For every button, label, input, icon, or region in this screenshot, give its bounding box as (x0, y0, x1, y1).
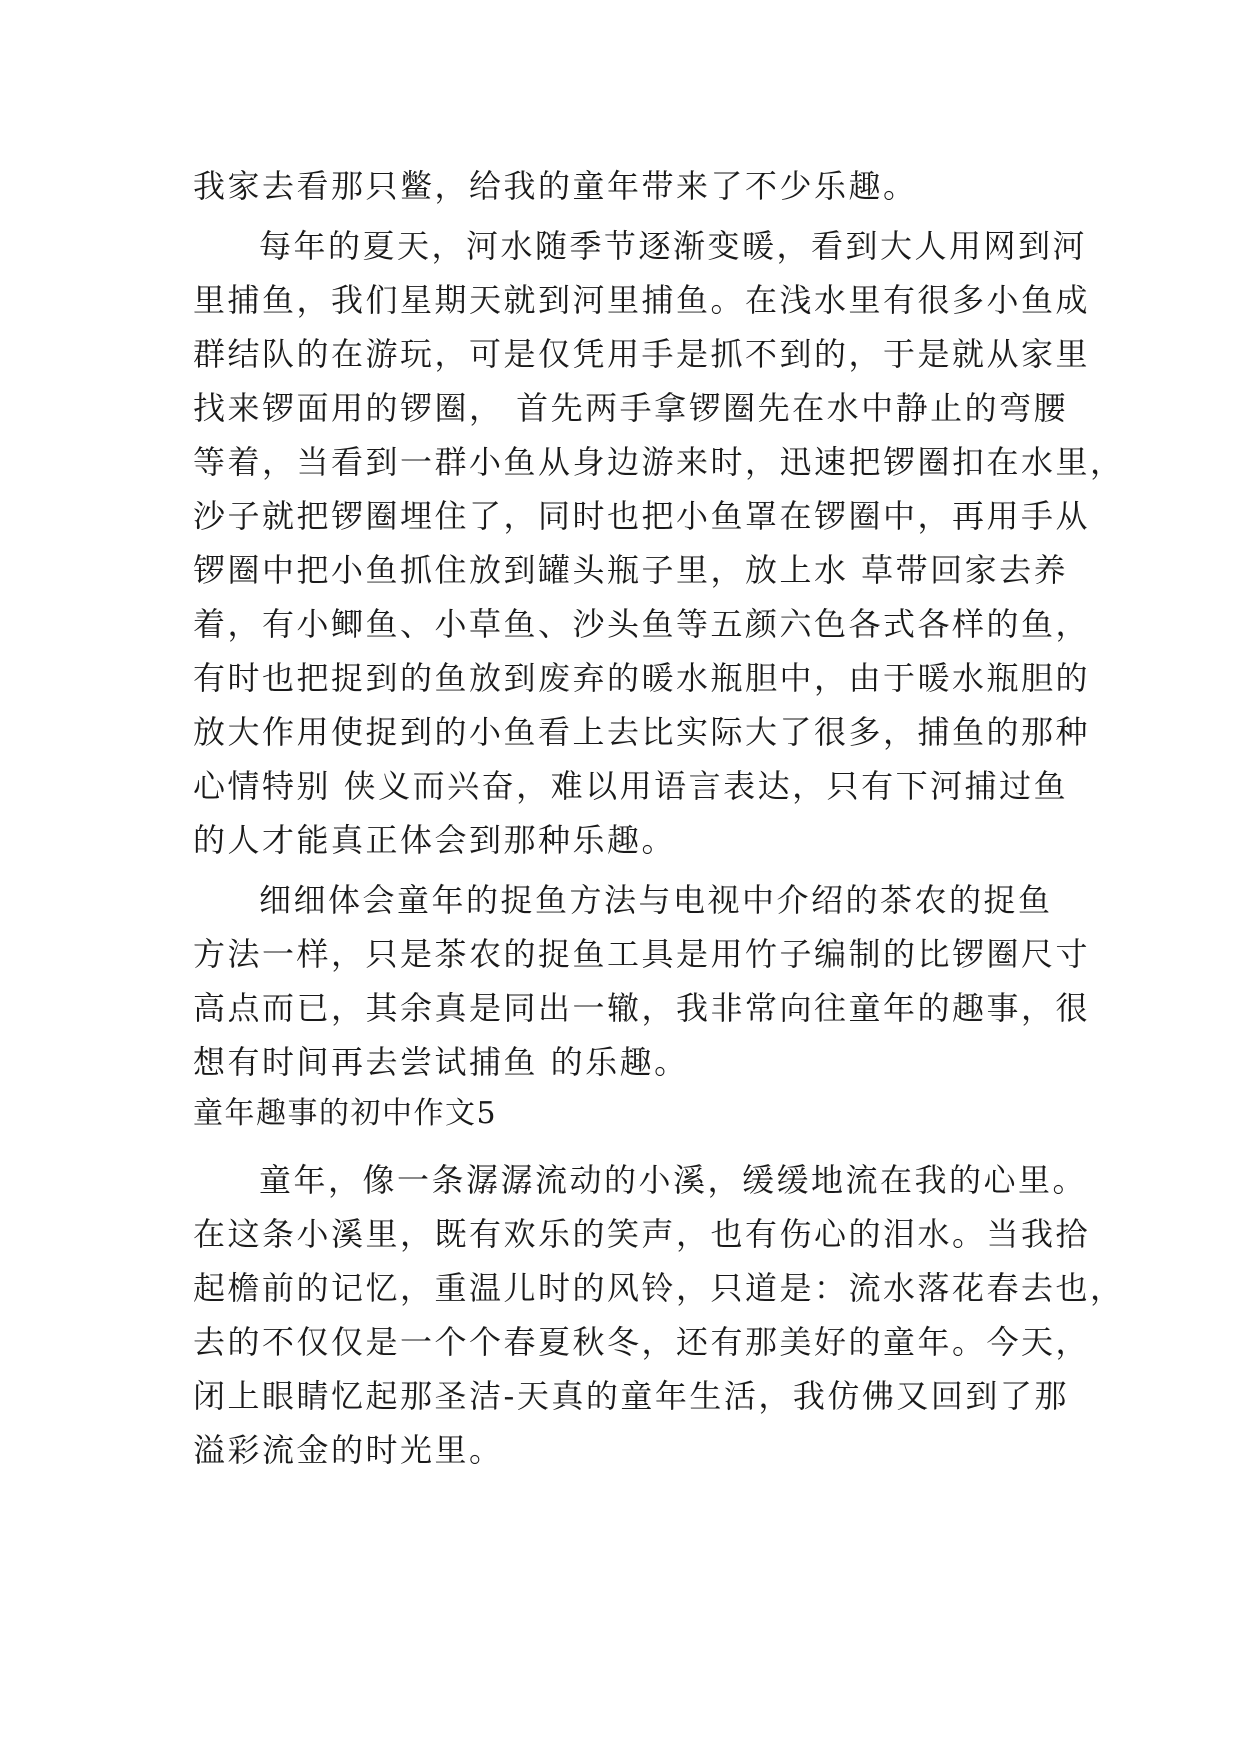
paragraph-line: 心情特别 侠义而兴奋，难以用语言表达，只有下河捕过鱼 (193, 767, 1069, 805)
paragraph-line: 放大作用使捉到的小鱼看上去比实际大了很多，捕鱼的那种 (193, 713, 1091, 751)
paragraph-line: 在这条小溪里，既有欢乐的笑声，也有伤心的泪水。当我拾 (193, 1215, 1091, 1253)
paragraph-line: 群结队的在游玩，可是仅凭用手是抓不到的，于是就从家里 (193, 335, 1091, 373)
paragraph-line: 想有时间再去尝试捕鱼 的乐趣。 (193, 1043, 689, 1081)
paragraph-line: 有时也把捉到的鱼放到废弃的暖水瓶胆中，由于暖水瓶胆的 (193, 659, 1091, 697)
paragraph-line: 等着，当看到一群小鱼从身边游来时，迅速把锣圈扣在水里， (193, 443, 1125, 481)
paragraph-line: 起檐前的记忆，重温儿时的风铃，只道是：流水落花春去也， (193, 1269, 1125, 1307)
paragraph-line: 沙子就把锣圈埋住了，同时也把小鱼罩在锣圈中，再用手从 (193, 497, 1091, 535)
section-heading: 童年趣事的初中作文5 (193, 1096, 498, 1131)
paragraph-line: 我家去看那只鳖，给我的童年带来了不少乐趣。 (193, 167, 918, 205)
paragraph-line: 高点而已，其余真是同出一辙，我非常向往童年的趣事，很 (193, 989, 1091, 1027)
paragraph-line: 锣圈中把小鱼抓住放到罐头瓶子里，放上水 草带回家去养 (193, 551, 1069, 589)
paragraph-line: 每年的夏天，河水随季节逐渐变暖，看到大人用网到河 (259, 227, 1088, 265)
paragraph-line: 童年，像一条潺潺流动的小溪，缓缓地流在我的心里。 (259, 1161, 1088, 1199)
paragraph-line: 溢彩流金的时光里。 (193, 1431, 504, 1469)
paragraph-line: 细细体会童年的捉鱼方法与电视中介绍的茶农的捉鱼 (259, 881, 1053, 919)
paragraph-line: 闭上眼睛忆起那圣洁-天真的童年生活，我仿佛又回到了那 (193, 1377, 1069, 1415)
paragraph-line: 方法一样，只是茶农的捉鱼工具是用竹子编制的比锣圈尺寸 (193, 935, 1091, 973)
paragraph-line: 着，有小鲫鱼、小草鱼、沙头鱼等五颜六色各式各样的鱼， (193, 605, 1091, 643)
paragraph-line: 的人才能真正体会到那种乐趣。 (193, 821, 677, 859)
paragraph-line: 里捕鱼，我们星期天就到河里捕鱼。在浅水里有很多小鱼成 (193, 281, 1091, 319)
paragraph-line: 去的不仅仅是一个个春夏秋冬，还有那美好的童年。今天， (193, 1323, 1091, 1361)
paragraph-line: 找来锣面用的锣圈， 首先两手拿锣圈先在水中静止的弯腰 (193, 389, 1069, 427)
